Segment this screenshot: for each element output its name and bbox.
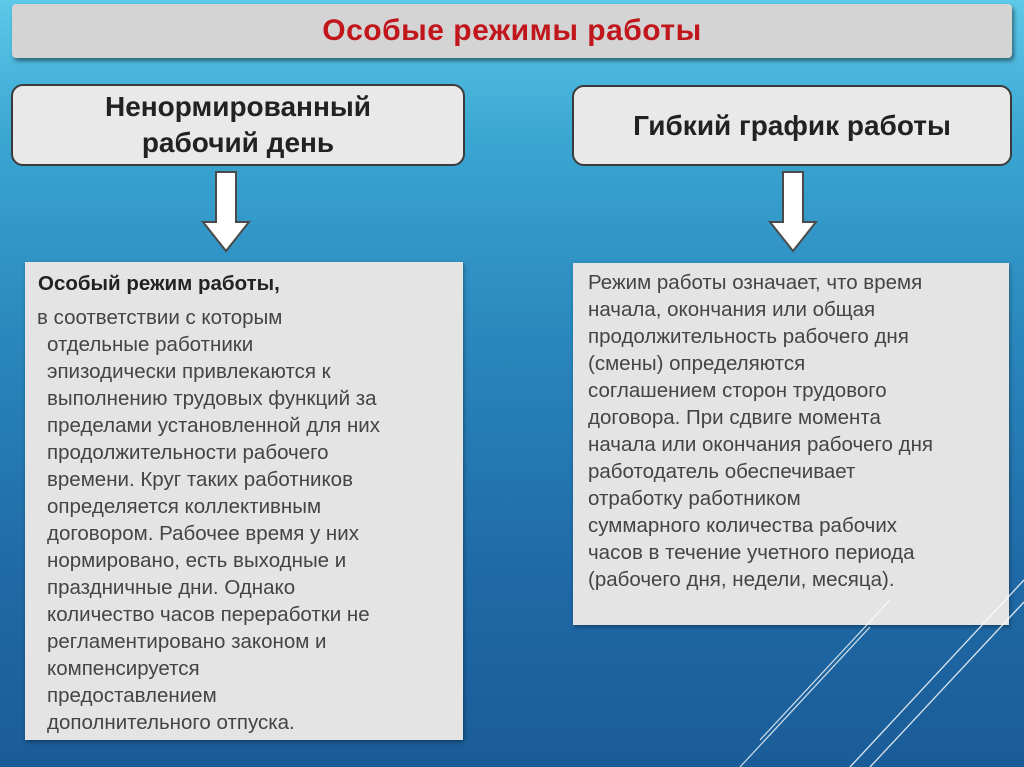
right-line: часов в течение учетного периода: [588, 541, 915, 564]
right-line: Режим работы означает, что время: [588, 271, 923, 294]
left-description: [37, 304, 459, 736]
left-heading-line1: Ненормированный: [104, 91, 372, 122]
right-line: работодатель обеспечивает: [588, 460, 856, 483]
left-line: эпизодически привлекаются к: [47, 360, 331, 383]
right-heading-box: [572, 85, 1012, 166]
left-line: предоставлением: [47, 684, 217, 707]
title-bar: [12, 4, 1012, 58]
right-line: (рабочего дня, недели, месяца).: [588, 568, 895, 591]
left-heading-box: [11, 84, 465, 166]
left-line: определяется коллективным: [47, 495, 322, 518]
right-line: отработку работником: [588, 487, 801, 510]
left-line: дополнительного отпуска.: [47, 711, 295, 734]
left-line: регламентировано законом и: [47, 630, 327, 653]
right-heading: Гибкий график работы: [633, 109, 951, 141]
left-line: выполнению трудовых функций за: [47, 387, 377, 410]
left-heading-line2: рабочий день: [141, 127, 335, 158]
right-line: (смены) определяются: [588, 352, 806, 375]
left-line: нормировано, есть выходные и: [47, 549, 347, 572]
left-line: продолжительности рабочего: [47, 441, 329, 464]
left-line: праздничные дни. Однако: [47, 576, 296, 599]
left-down-arrow-icon: [200, 170, 252, 254]
left-line: пределами установленной для них: [47, 414, 381, 437]
right-line: договора. При сдвиге момента: [588, 406, 881, 429]
left-line: компенсируется: [47, 657, 200, 680]
page-title: Особые режимы работы: [322, 14, 702, 47]
left-line: договором. Рабочее время у них: [47, 522, 359, 545]
left-line: количество часов переработки не: [47, 603, 370, 626]
left-line: в соответствии с которым: [37, 306, 283, 329]
right-line: начала, окончания или общая: [588, 298, 876, 321]
decorative-lines: [720, 540, 1024, 767]
left-lead-text: Особый режим работы,: [38, 272, 280, 295]
right-down-arrow-icon: [767, 170, 819, 254]
left-line: времени. Круг таких работников: [47, 468, 353, 491]
right-line: соглашением сторон трудового: [588, 379, 887, 402]
right-line: начала или окончания рабочего дня: [588, 433, 934, 456]
left-description-box: [25, 262, 463, 740]
right-line: продолжительность рабочего дня: [588, 325, 909, 348]
right-line: суммарного количества рабочих: [588, 514, 898, 537]
left-line: отдельные работники: [47, 333, 254, 356]
